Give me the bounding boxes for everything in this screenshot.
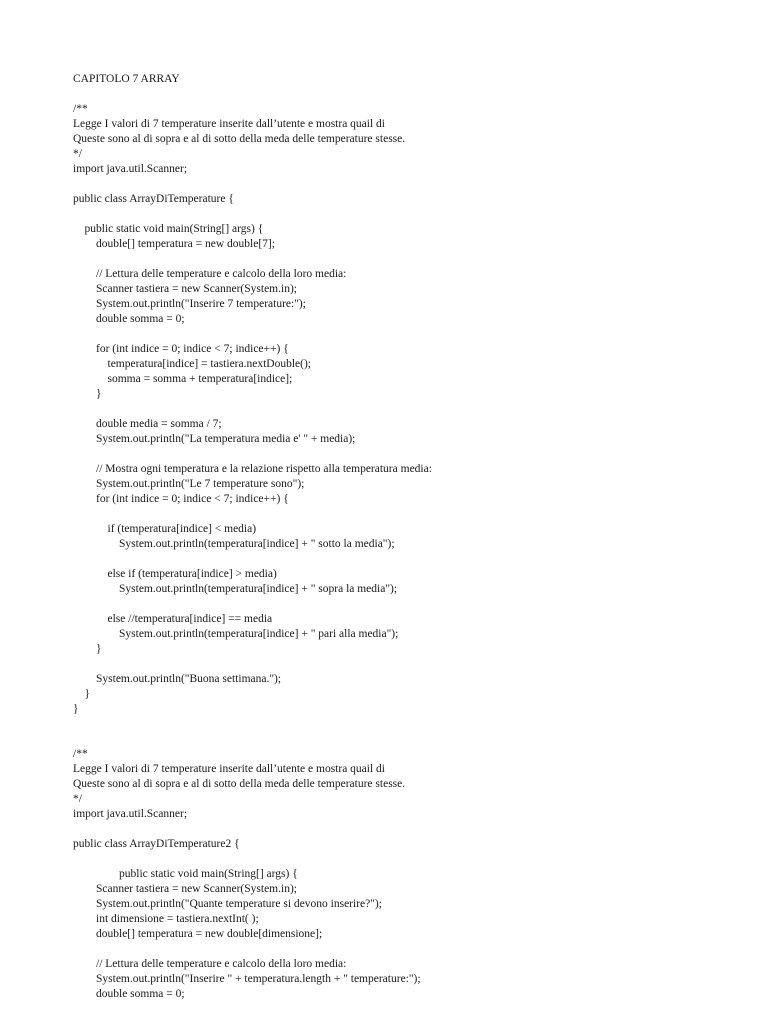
code-line: System.out.println("Inserire " + temperatura.length + " temperature:"); xyxy=(73,973,421,985)
code-line: System.out.println(temperatura[indice] + " sotto la media"); xyxy=(73,538,395,550)
code-line: double somma = 0; xyxy=(73,988,185,1000)
code-line xyxy=(73,447,753,462)
code-line: import java.util.Scanner; xyxy=(73,163,188,175)
code-line: double[] temperatura = new double[dimensione]; xyxy=(73,928,323,940)
code-line: System.out.println("Le 7 temperature sono"); xyxy=(73,478,305,490)
code-line xyxy=(73,552,753,567)
code-line: for (int indice = 0; indice < 7; indice++) { xyxy=(73,343,289,355)
code-line: /** xyxy=(73,103,88,115)
code-line: */ xyxy=(73,793,82,805)
document-body xyxy=(73,72,753,1002)
code-line: somma = somma + temperatura[indice]; xyxy=(73,373,293,385)
code-line xyxy=(73,327,753,342)
code-line: double somma = 0; xyxy=(73,313,185,325)
code-line: for (int indice = 0; indice < 7; indice++) { xyxy=(73,493,289,505)
code-line xyxy=(73,402,753,417)
code-line: */ xyxy=(73,148,82,160)
code-line: System.out.println("Quante temperature si devono inserire?"); xyxy=(73,898,382,910)
code-line: System.out.println(temperatura[indice] + " sopra la media"); xyxy=(73,583,398,595)
code-line: public class ArrayDiTemperature { xyxy=(73,193,234,205)
code-line: import java.util.Scanner; xyxy=(73,808,188,820)
code-line: else if (temperatura[indice] > media) xyxy=(73,568,277,580)
code-line: System.out.println(temperatura[indice] + " pari alla media"); xyxy=(73,628,399,640)
code-line: } xyxy=(73,643,102,655)
code-line xyxy=(73,507,753,522)
code-line: Legge I valori di 7 temperature inserite dall’utente e mostra quail di xyxy=(73,763,385,775)
code-line xyxy=(73,207,753,222)
code-line: double[] temperatura = new double[7]; xyxy=(73,238,275,250)
blank-line xyxy=(73,717,753,747)
code-line: Scanner tastiera = new Scanner(System.in); xyxy=(73,883,297,895)
code-line: double media = somma / 7; xyxy=(73,418,222,430)
code-line: } xyxy=(73,388,102,400)
chapter-heading: CAPITOLO 7 ARRAY xyxy=(73,73,180,85)
code-line xyxy=(73,657,753,672)
code-line: } xyxy=(73,703,79,715)
code-line: Legge I valori di 7 temperature inserite dall’utente e mostra quail di xyxy=(73,118,385,130)
code-line: public static void main(String[] args) { xyxy=(73,223,264,235)
code-line: else //temperatura[indice] == media xyxy=(73,613,273,625)
code-line xyxy=(73,942,753,957)
code-line: Queste sono al di sopra e al di sotto della meda delle temperature stesse. xyxy=(73,778,406,790)
code-line: // Lettura delle temperature e calcolo della loro media: xyxy=(73,958,347,970)
code-line: /** xyxy=(73,748,88,760)
code-listing-2 xyxy=(73,747,753,1002)
code-line xyxy=(73,822,753,837)
code-line: temperatura[indice] = tastiera.nextDouble(); xyxy=(73,358,311,370)
code-line: System.out.println("La temperatura media e' " + media); xyxy=(73,433,356,445)
code-line: // Mostra ogni temperatura e la relazione rispetto alla temperatura media: xyxy=(73,463,432,475)
code-line: if (temperatura[indice] < media) xyxy=(73,523,257,535)
code-listing-1 xyxy=(73,102,753,717)
code-line: // Lettura delle temperature e calcolo della loro media: xyxy=(73,268,347,280)
code-line: System.out.println("Inserire 7 temperature:"); xyxy=(73,298,306,310)
code-line: public static void main(String[] args) { xyxy=(73,868,298,880)
code-line: Queste sono al di sopra e al di sotto della meda delle temperature stesse. xyxy=(73,133,406,145)
code-line: Scanner tastiera = new Scanner(System.in); xyxy=(73,283,297,295)
code-line xyxy=(73,597,753,612)
code-line: System.out.println("Buona settimana."); xyxy=(73,673,282,685)
code-line: int dimensione = tastiera.nextInt( ); xyxy=(73,913,259,925)
code-line xyxy=(73,177,753,192)
code-line xyxy=(73,252,753,267)
code-line: } xyxy=(73,688,91,700)
code-line: public class ArrayDiTemperature2 { xyxy=(73,838,240,850)
blank-line xyxy=(73,87,753,102)
code-line xyxy=(73,852,753,867)
